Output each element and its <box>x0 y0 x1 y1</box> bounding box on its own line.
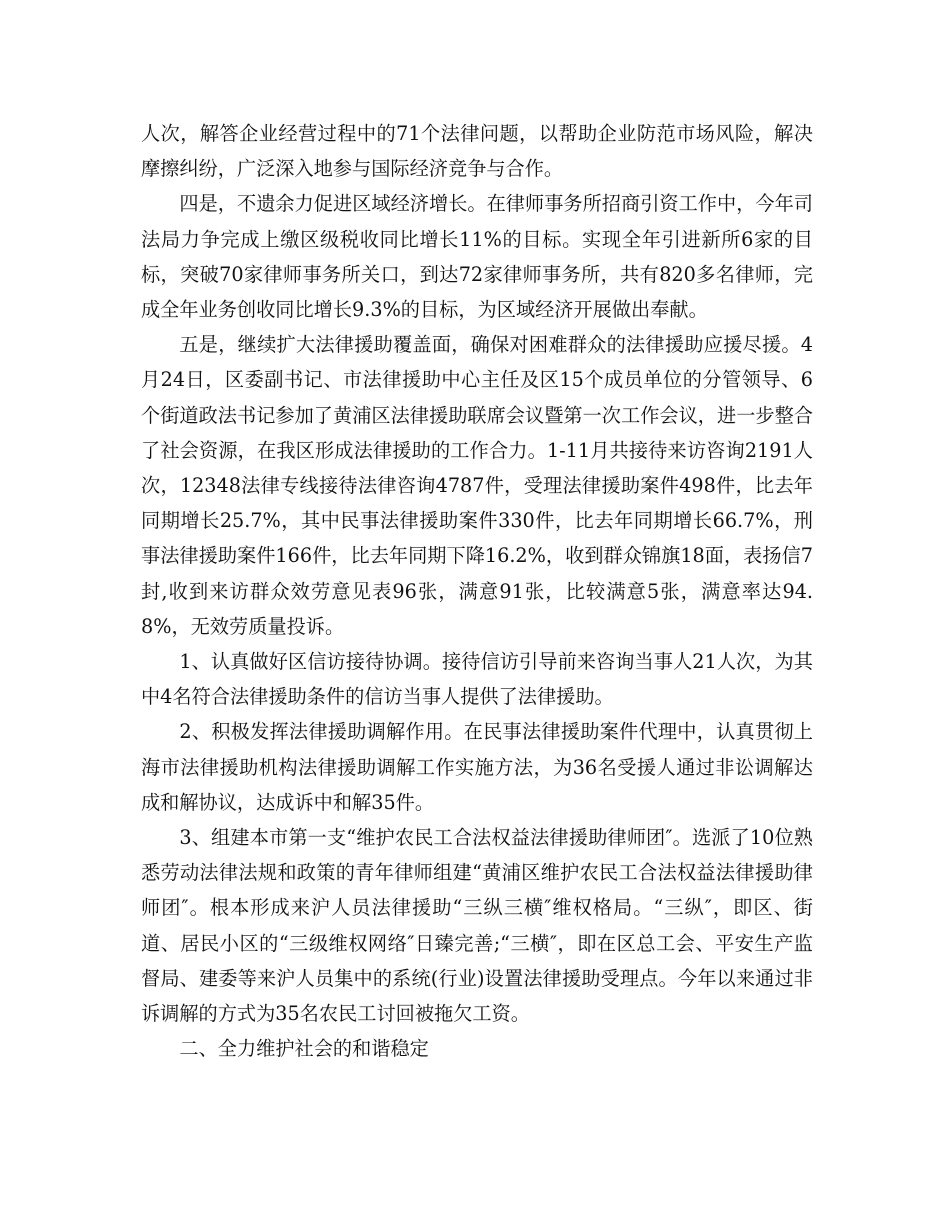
document-page <box>141 116 813 1066</box>
paragraph-continued: 人次，解答企业经营过程中的71个法律问题，以帮助企业防范市场风险，解决摩擦纠纷，广泛深入地参与国际经济竞争与合作。 <box>141 122 813 181</box>
paragraph-item-1-petition-coordination: 1、认真做好区信访接待协调。接待信访引导前来咨询当事人21人次，为其中4名符合法律援助条件的信访当事人提供了法律援助。 <box>141 650 813 709</box>
paragraph-point-five-legal-aid: 五是，继续扩大法律援助覆盖面，确保对困难群众的法律援助应援尽援。4月24日，区委副书记、市法律援助中心主任及区15个成员单位的分管领导、6个街道政法书记参加了黄浦区法律援助联席会议暨第一次工作会议，进一步整合了社会资源，在我区形成法律援助的工作合力。1-11月共接待来访咨询2191人次，12348法律专线接待法律咨询4787件，受理法律援助案件498件，比去年同期增长25.7%，其中民事法律援助案件330件，比去年同期增长66.7%，刑事法律援助案件166件，比去年同期下降16.2%，收到群众锦旗18面，表扬信7封,收到来访群众效劳意见表96张，满意91张，比较满意5张，满意率达94.8%，无效劳质量投诉。 <box>141 333 813 638</box>
paragraph-item-2-mediation: 2、积极发挥法律援助调解作用。在民事法律援助案件代理中，认真贯彻上海市法律援助机构法律援助调解工作实施方法，为36名受援人通过非讼调解达成和解协议，达成诉中和解35件。 <box>141 720 813 814</box>
section-heading: 二、全力维护社会的和谐稳定 <box>179 1037 429 1061</box>
paragraph-item-3-migrant-worker-lawyer-group: 3、组建本市第一支“维护农民工合法权益法律援助律师团″。选派了10位熟悉劳动法律法规和政策的青年律师组建“黄浦区维护农民工合法权益法律援助律师团″。根本形成来沪人员法律援助“三纵三横″维权格局。“三纵″，即区、街道、居民小区的“三级维权网络″日臻完善;“三横″，即在区总工会、平安生产监督局、建委等来沪人员集中的系统(行业)设置法律援助受理点。今年以来通过非诉调解的方式为35名农民工讨回被拖欠工资。 <box>141 826 813 1026</box>
paragraph-point-four-economic-growth: 四是，不遗余力促进区域经济增长。在律师事务所招商引资工作中，今年司法局力争完成上缴区级税收同比增长11%的目标。实现全年引进新所6家的目标，突破70家律师事务所关口，到达72家律师事务所，共有820多名律师，完成全年业务创收同比增长9.3%的目标，为区域经济开展做出奉献。 <box>141 192 813 322</box>
